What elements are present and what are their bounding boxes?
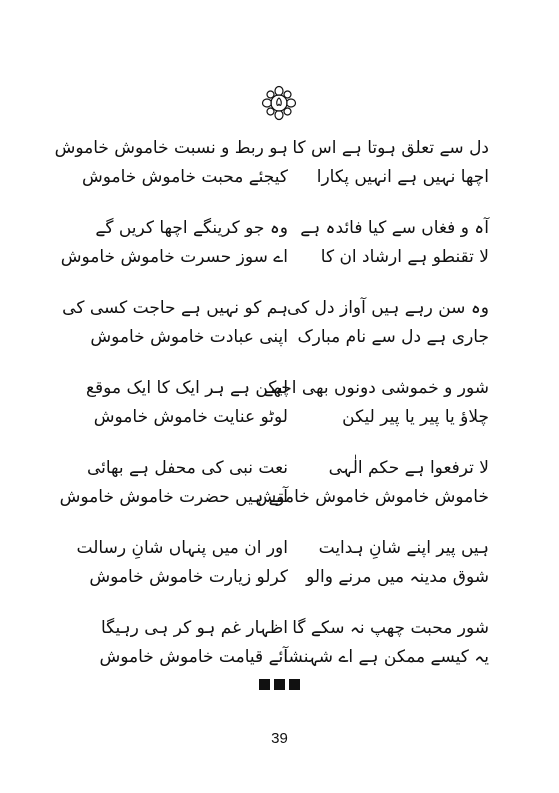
verse-line: خاموش خاموش خاموش خاموش	[255, 487, 489, 507]
verse-line: لا ترفعوا ہے حکم الٰہی	[328, 458, 489, 478]
stanza	[0, 530, 559, 610]
verse-line: کیجئے محبت خاموش خاموش	[81, 167, 288, 187]
verse-line: نعت نبی کی محفل ہے بھائی	[86, 458, 288, 478]
verse-line: یہ کیسے ممکن ہے اے شہنشا	[283, 647, 489, 667]
stanza	[0, 130, 559, 210]
square-mark-icon	[274, 679, 285, 690]
ornament-number: ۵	[275, 95, 283, 110]
verse-line: وہ جو کرینگے اچھا کریں گے	[95, 218, 288, 238]
verse-line: آئے قیامت خاموش خاموش	[99, 647, 288, 667]
verse-line: شور محبت چھپ نہ سکے گا	[292, 618, 489, 638]
page-number: 39	[271, 730, 288, 747]
verse-line: اور ان میں پنہاں شانِ رسالت	[76, 538, 288, 558]
verse-line: چلاؤ یا پیر یا پیر لیکن	[342, 407, 489, 427]
verse-line: لیکن ہے ہر ایک کا ایک موقع	[86, 378, 288, 398]
verse-line: دل سے تعلق ہوتا ہے اس کا	[292, 138, 489, 158]
verse-line: شوق مدینہ میں مرنے والو	[306, 567, 489, 587]
verse-line: کرلو زیارت خاموش خاموش	[89, 567, 288, 587]
verse-line: ہیں پیر اپنے شانِ ہدایت	[318, 538, 489, 558]
verse-line: آہ و فغاں سے کیا فائدہ ہے	[300, 218, 489, 238]
verse-line: لا تقنطو ہے ارشاد ان کا	[320, 247, 489, 267]
verse-line: جاری ہے دل سے نام مبارک	[297, 327, 489, 347]
verse-line: اپنی عبادت خاموش خاموش	[90, 327, 288, 347]
verse-line: اظہار غم ہو کر ہی رہیگا	[100, 618, 288, 638]
verse-line: وہ سن رہے ہیں آواز دل کی	[287, 298, 489, 318]
section-end-marks	[259, 679, 300, 690]
verse-line: ہو ربط و نسبت خاموش خاموش	[54, 138, 288, 158]
verse-line: اے سوز حسرت خاموش خاموش	[60, 247, 288, 267]
square-mark-icon	[289, 679, 300, 690]
ornament-medallion	[262, 86, 296, 120]
stanza	[0, 610, 559, 690]
stanza	[0, 450, 559, 530]
poem-body	[0, 130, 559, 690]
verse-line: ہم کو نہیں ہے حاجت کسی کی	[62, 298, 288, 318]
stanza	[0, 290, 559, 370]
stanza	[0, 370, 559, 450]
verse-line: شور و خموشی دونوں بھی اچھے	[263, 378, 489, 398]
verse-line: لوٹو عنایت خاموش خاموش	[93, 407, 288, 427]
square-mark-icon	[259, 679, 270, 690]
verse-line: اچھا نہیں ہے انہیں پکارا	[316, 167, 489, 187]
verse-line: آتے ہیں حضرت خاموش خاموش	[59, 487, 288, 507]
stanza	[0, 210, 559, 290]
